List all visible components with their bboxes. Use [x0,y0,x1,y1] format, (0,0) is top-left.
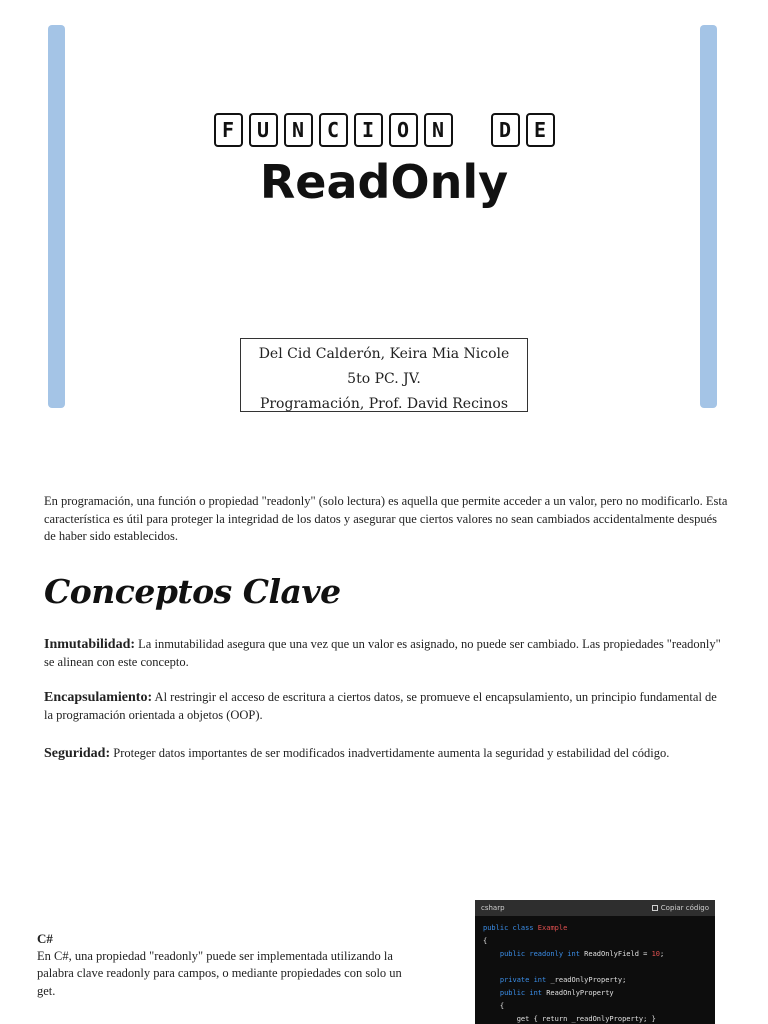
code-header [475,900,715,916]
page-title: ReadOnly [259,155,509,209]
concept-text: Proteger datos importantes de ser modificados inadvertidamente aumenta la seguridad y estabilidad del código. [110,746,670,760]
concept-term: Seguridad: [44,746,111,761]
code-language: csharp [481,904,505,912]
copy-code-label: Copiar código [660,904,709,912]
copy-code-button[interactable] [652,904,709,912]
title-tile: D [491,113,520,147]
concept-text: Al restringir el acceso de escritura a ciertos datos, se promueve el encapsulamiento, un principio fundamental de la programación orientada a objetos (OOP). [44,690,717,722]
code-token: { [483,937,488,945]
code-token: public class [483,924,538,932]
concept-item [44,636,728,671]
code-token: Example [537,924,568,932]
title-tile-spacer [459,113,485,147]
title-tile: N [424,113,453,147]
author-name: Del Cid Calderón, Keira Mia Nicole [258,346,510,362]
code-token: { [483,1002,505,1010]
code-token: private int [483,976,551,984]
title-tile: F [214,113,243,147]
title-tile: N [284,113,313,147]
author-course: Programación, Prof. David Recinos [259,396,509,412]
title-tile: E [526,113,555,147]
concept-term: Inmutabilidad: [44,637,136,652]
code-body [475,916,715,1024]
code-token: ReadOnlyProperty [546,989,614,997]
section-heading: Conceptos Clave [44,572,341,611]
code-token: public readonly int [483,950,585,958]
code-token: get { return _readOnlyProperty; } [483,1015,656,1023]
concept-item [44,689,728,724]
csharp-text: En C#, una propiedad "readonly" puede ser implementada utilizando la palabra clave readonly para campos, o mediante propiedades con solo un get. [37,948,402,998]
copy-icon [652,905,658,911]
code-token: ; [660,950,665,958]
code-token: public int [483,989,547,997]
code-snippet [475,900,715,1024]
title-tile: I [354,113,383,147]
author-box [240,338,528,412]
csharp-title: C# [37,931,53,946]
author-grade: 5to PC. JV. [347,371,421,387]
decorative-bar-right [700,25,717,408]
code-token: 10 [651,950,661,958]
concept-text: La inmutabilidad asegura que una vez que un valor es asignado, no puede ser cambiado. Las propiedades "readonly" se alinean con este concepto. [44,637,721,669]
decorative-bar-left [48,25,65,408]
csharp-section [37,930,417,1000]
title-tile: O [389,113,418,147]
code-token: ReadOnlyField = [584,950,652,958]
code-token: _readOnlyProperty; [550,976,627,984]
title-tile: C [319,113,348,147]
concept-term: Encapsulamiento: [44,690,153,705]
intro-paragraph: En programación, una función o propiedad "readonly" (solo lectura) es aquella que permite acceder a un valor, pero no modificarlo. Esta característica es útil para proteger la integridad de los datos y asegurar que ciertos valores no sean cambiados accidentalmente después de haber sido establecidos. [44,494,728,543]
concept-item [44,745,728,763]
title-tile: U [249,113,278,147]
title-tiles [0,113,768,147]
